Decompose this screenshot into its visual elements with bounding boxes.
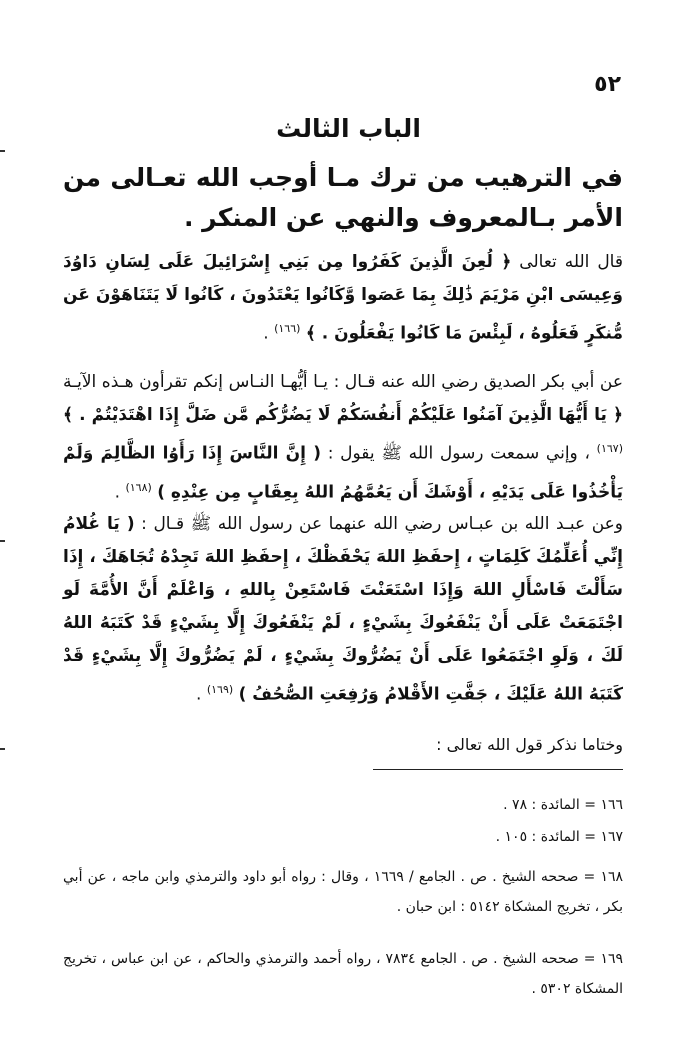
paragraph-end: . bbox=[196, 684, 207, 705]
hadith-text: ( يَا غُلامُ إِنِّي أُعَلِّمُكَ كَلِمَاتٍ ، إِحفَظِ اللهَ يَحْفَظْكَ ، إِحفَظِ اللهَ تَجِدْهُ تُجَاهَكَ ، إِذَا سَأَلْتَ فَاسْأَلِ اللهَ وَإِذَا اسْتَعَنْتَ فَاسْتَعِنْ بِاللهِ ، وَاعْلَمْ أَنَّ الأُمَّةَ لَو اجْتَمَعَتْ عَلَى أَنْ يَنْفَعُوكَ بِشَيْءٍ ، لَمْ يَنْفَعُوكَ إِلَّا بِشَيْءٍ قَدْ كَتَبَهُ اللهُ لَكَ ، وَلَوِ اجْتَمَعُوا عَلَى أَنْ يَضُرُّوكَ بِشَيْءٍ ، لَمْ يَضُرُّوكَ إِلَّا بِشَيْءٍ قَدْ كَتَبَهُ اللهُ عَلَيْكَ ، جَفَّتِ الأَقْلامُ وَرُفِعَتِ الصُّحُفُ ) bbox=[63, 514, 623, 705]
section-heading: في الترهيب من ترك مـا أوجب الله تعـالى من الأمر بـالمعروف والنهي عن المنكر . bbox=[63, 163, 623, 232]
paragraph-intro: وعن عبـد الله بن عبـاس رضي الله عنهما عن رسول الله ﷺ قـال : bbox=[134, 514, 623, 534]
paragraph-quran-verse bbox=[63, 246, 623, 351]
paragraph-middle: ، وإني سمعت رسول الله ﷺ يقول : bbox=[321, 443, 597, 464]
footnote-reference: (١٦٩) bbox=[206, 683, 234, 696]
footnote-reference: (١٦٦) bbox=[274, 322, 301, 335]
page-number: ٥٢ bbox=[594, 72, 621, 97]
footnote-166: ١٦٦ = المائدة : ٧٨ . bbox=[503, 797, 623, 813]
footnote-167: ١٦٧ = المائدة : ١٠٥ . bbox=[495, 829, 623, 845]
paragraph-intro: عن أبي بكر الصديق رضي الله عنه قـال : يـا أيُّهـا النـاس إنكم تقرأون هـذه الآيـة bbox=[63, 372, 623, 392]
scan-edge-mark bbox=[0, 540, 5, 542]
footnote-reference: (١٦٨) bbox=[125, 480, 152, 494]
paragraph-end: . bbox=[114, 482, 126, 503]
paragraph-ibn-abbas bbox=[63, 508, 623, 712]
chapter-title: الباب الثالث bbox=[276, 114, 421, 143]
scan-edge-mark bbox=[0, 748, 5, 750]
footnote-169: ١٦٩ = صححه الشيخ . ص . الجامع ٧٨٣٤ ، رواه أحمد والترمذي والحاكم ، عن ابن عباس ، تخريج المشكاة ٥٣٠٢ . bbox=[63, 951, 623, 997]
paragraph-intro: قال الله تعالى bbox=[511, 252, 623, 272]
closing-line: وختاما نذكر قول الله تعالى : bbox=[436, 735, 623, 754]
footnote-reference: (١٦٧) bbox=[596, 442, 623, 455]
paragraph-abu-bakr bbox=[63, 366, 623, 509]
footnote-168: ١٦٨ = صححه الشيخ . ص . الجامع / ١٦٦٩ ، وقال : رواه أبو داود والترمذي وابن ماجه ، عن أبي بكر ، تخريج المشكاة ٥١٤٢ : ابن حبان . bbox=[63, 869, 623, 915]
paragraph-end: . bbox=[263, 323, 275, 344]
footnote-divider bbox=[373, 769, 623, 770]
quran-verse: ﴿ يَا أَيُّهَا الَّذِينَ آمَنُوا عَلَيْكُمْ أَنفُسَكُمْ لَا يَضُرُّكُم مَّن ضَلَّ إِذَا اهْتَدَيْتُمْ . ﴾ bbox=[63, 405, 623, 425]
quran-verse: ﴿ لُعِنَ الَّذِينَ كَفَرُوا مِن بَنِي إِسْرَائِيلَ عَلَى لِسَانِ دَاوُدَ وَعِيسَى ابْنِ مَرْيَمَ ذَٰلِكَ بِمَا عَصَوا وَّكَانُوا يَعْتَدُونَ ، كَانُوا لَا يَتَنَاهَوْنَ عَن مُّنكَرٍ فَعَلُوهُ ، لَبِئْسَ مَا كَانُوا يَفْعَلُونَ . ﴾ bbox=[63, 252, 623, 344]
scan-edge-mark bbox=[0, 150, 5, 152]
hadith-text: ( إِنَّ النَّاسَ إِذَا رَأَوُا الظَّالِمَ وَلَمْ يَأْخُذُوا عَلَى يَدَيْهِ ، أَوْشَكَ أَن يَعُمَّهُمُ اللهُ بِعِقَابٍ مِن عِنْدِهِ ) bbox=[63, 443, 623, 503]
